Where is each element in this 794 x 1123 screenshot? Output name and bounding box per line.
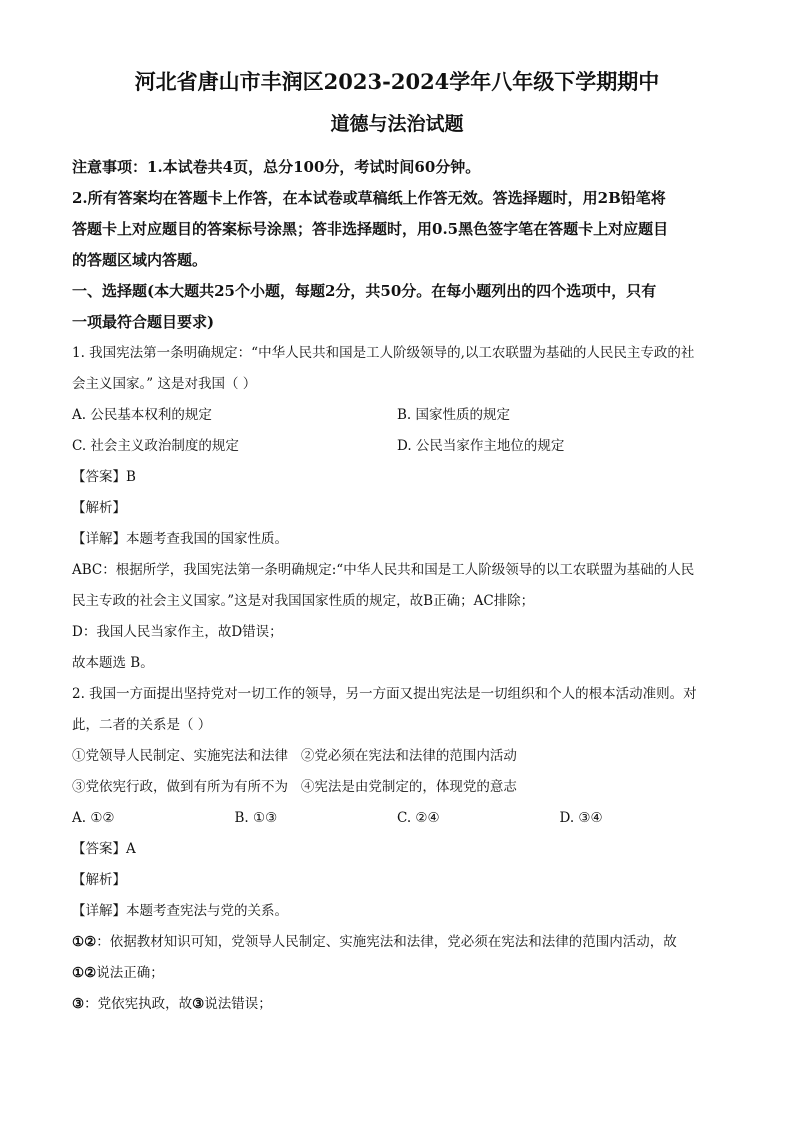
notice-line: 答题卡上对应题目的答案标号涂黑；答非选择题时，用0.5黑色签字笔在答题卡上对应题目	[72, 220, 669, 238]
statement-ref: ①②	[72, 934, 97, 950]
question-stem: 此，二者的关系是（ ）	[72, 717, 212, 733]
option-b: B. 国家性质的规定	[397, 407, 511, 423]
statement-line: ③党依宪行政，做到有所为有所不为 ④宪法是由党制定的，体现党的意志	[72, 779, 517, 795]
explanation-text: ：党依宪执政，故	[84, 996, 193, 1012]
answer-tag: 【答案】A	[72, 841, 136, 857]
explanation-line: D：我国人民当家作主，故D错误；	[72, 624, 283, 640]
explanation-line	[72, 927, 722, 958]
section-heading	[72, 276, 722, 338]
question-2	[72, 679, 722, 1020]
option-row	[72, 803, 722, 834]
notice-line: 注意事项：1.本试卷共4页，总分100分，考试时间60分钟。	[72, 158, 481, 176]
question-1	[72, 338, 722, 679]
section-line: 一项最符合题目要求)	[72, 313, 215, 331]
question-stem: 2. 我国一方面提出坚持党对一切工作的领导，另一方面又提出宪法是一切组织和个人的根本活动准则。对	[72, 686, 697, 702]
explanation-text: 说法错误；	[204, 996, 272, 1012]
conclusion-line: 故本题选 B。	[72, 655, 154, 671]
explanation-text: ：依据教材知识可知，党领导人民制定、实施宪法和法律，党必须在宪法和法律的范围内活动，故	[96, 934, 677, 950]
exam-subtitle: 道德与法治试题	[330, 113, 464, 135]
explanation-text: 说法正确；	[96, 965, 164, 981]
option-row	[72, 400, 722, 431]
option-d: D. 公民当家作主地位的规定	[397, 438, 565, 454]
explanation-line	[72, 958, 722, 989]
detail-line: 【详解】本题考查我国的国家性质。	[72, 531, 288, 547]
notice-line: 的答题区域内答题。	[72, 251, 208, 269]
statement-line: ①党领导人民制定、实施宪法和法律 ②党必须在宪法和法律的范围内活动	[72, 748, 517, 764]
option-row	[72, 431, 722, 462]
section-line: 一、选择题(本大题共25个小题，每题2分，共50分。在每小题列出的四个选项中，只有	[72, 282, 657, 300]
statement-ref: ③	[72, 996, 85, 1012]
option-b: B. ①③	[234, 810, 278, 826]
option-a: A. 公民基本权利的规定	[72, 407, 212, 423]
analysis-tag: 【解析】	[72, 500, 126, 516]
detail-line: 【详解】本题考查宪法与党的关系。	[72, 903, 288, 919]
statement-ref: ①②	[72, 965, 97, 981]
notice-line: 2.所有答案均在答题卡上作答，在本试卷或草稿纸上作答无效。答选择题时，用2B铅笔将	[72, 189, 666, 207]
notice-block	[72, 152, 722, 276]
question-stem: 1. 我国宪法第一条明确规定：“中华人民共和国是工人阶级领导的,以工农联盟为基础的人民民主专政的社	[72, 345, 695, 361]
option-c: C. ②④	[397, 810, 440, 826]
option-c: C. 社会主义政治制度的规定	[72, 438, 239, 454]
analysis-tag: 【解析】	[72, 872, 126, 888]
exam-title: 河北省唐山市丰润区2023-2024学年八年级下学期期中	[134, 69, 660, 94]
explanation-line: ABC：根据所学，我国宪法第一条明确规定:“中华人民共和国是工人阶级领导的以工农联盟为基础的人民	[72, 562, 695, 578]
statement-ref: ③	[192, 996, 205, 1012]
option-d: D. ③④	[559, 810, 603, 826]
question-stem: 会主义国家。” 这是对我国（ ）	[72, 376, 257, 392]
option-a: A. ①②	[72, 810, 115, 826]
explanation-line: 民主专政的社会主义国家。”这是对我国国家性质的规定，故B正确；AC排除；	[72, 593, 535, 609]
explanation-line	[72, 989, 722, 1020]
answer-tag: 【答案】B	[72, 469, 136, 485]
